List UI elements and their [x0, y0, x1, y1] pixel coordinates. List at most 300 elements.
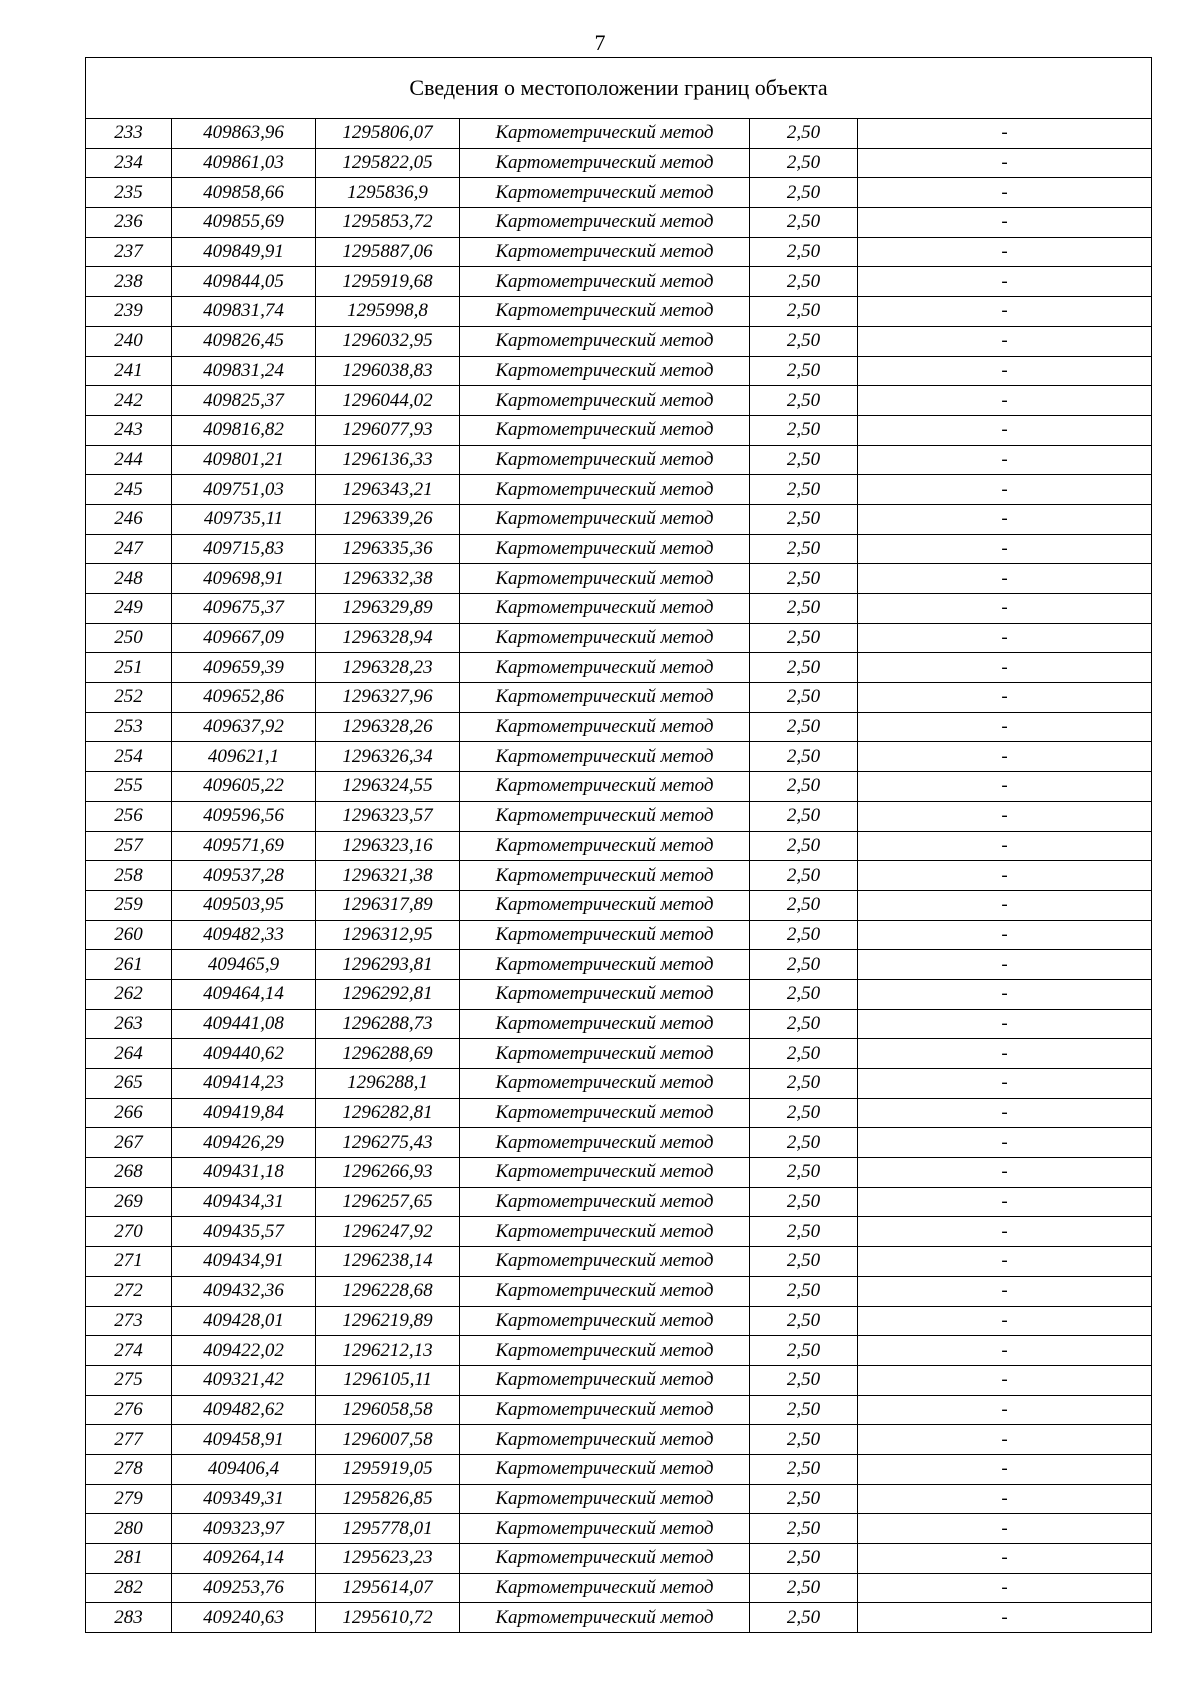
- method-cell: Картометрический метод: [460, 979, 750, 1009]
- description-cell: -: [858, 742, 1152, 772]
- description-cell: -: [858, 1069, 1152, 1099]
- y-coordinate-cell: 1296317,89: [316, 890, 460, 920]
- method-cell: Картометрический метод: [460, 564, 750, 594]
- accuracy-cell: 2,50: [750, 1544, 858, 1574]
- method-cell: Картометрический метод: [460, 178, 750, 208]
- point-number-cell: 248: [86, 564, 172, 594]
- table-row: [86, 564, 1152, 594]
- x-coordinate-cell: 409441,08: [172, 1009, 316, 1039]
- accuracy-cell: 2,50: [750, 208, 858, 238]
- description-cell: -: [858, 237, 1152, 267]
- method-cell: Картометрический метод: [460, 326, 750, 356]
- table-row: [86, 683, 1152, 713]
- point-number-cell: 235: [86, 178, 172, 208]
- accuracy-cell: 2,50: [750, 534, 858, 564]
- point-number-cell: 256: [86, 801, 172, 831]
- point-number-cell: 244: [86, 445, 172, 475]
- accuracy-cell: 2,50: [750, 712, 858, 742]
- method-cell: Картометрический метод: [460, 920, 750, 950]
- accuracy-cell: 2,50: [750, 1454, 858, 1484]
- y-coordinate-cell: 1296323,16: [316, 831, 460, 861]
- method-cell: Картометрический метод: [460, 861, 750, 891]
- description-cell: -: [858, 1514, 1152, 1544]
- point-number-cell: 276: [86, 1395, 172, 1425]
- point-number-cell: 265: [86, 1069, 172, 1099]
- table-row: [86, 504, 1152, 534]
- accuracy-cell: 2,50: [750, 564, 858, 594]
- y-coordinate-cell: 1295822,05: [316, 148, 460, 178]
- point-number-cell: 272: [86, 1276, 172, 1306]
- description-cell: -: [858, 890, 1152, 920]
- description-cell: -: [858, 1128, 1152, 1158]
- x-coordinate-cell: 409253,76: [172, 1573, 316, 1603]
- x-coordinate-cell: 409482,33: [172, 920, 316, 950]
- y-coordinate-cell: 1296238,14: [316, 1247, 460, 1277]
- accuracy-cell: 2,50: [750, 1484, 858, 1514]
- description-cell: -: [858, 1306, 1152, 1336]
- description-cell: -: [858, 1098, 1152, 1128]
- accuracy-cell: 2,50: [750, 1573, 858, 1603]
- table-row: [86, 979, 1152, 1009]
- table-row: [86, 920, 1152, 950]
- method-cell: Картометрический метод: [460, 1395, 750, 1425]
- table-row: [86, 356, 1152, 386]
- page-number: 7: [594, 30, 606, 55]
- y-coordinate-cell: 1296293,81: [316, 950, 460, 980]
- point-number-cell: 233: [86, 119, 172, 149]
- accuracy-cell: 2,50: [750, 386, 858, 416]
- accuracy-cell: 2,50: [750, 1336, 858, 1366]
- point-number-cell: 247: [86, 534, 172, 564]
- accuracy-cell: 2,50: [750, 683, 858, 713]
- point-number-cell: 234: [86, 148, 172, 178]
- method-cell: Картометрический метод: [460, 1514, 750, 1544]
- table-row: [86, 801, 1152, 831]
- accuracy-cell: 2,50: [750, 623, 858, 653]
- point-number-cell: 279: [86, 1484, 172, 1514]
- description-cell: -: [858, 1158, 1152, 1188]
- accuracy-cell: 2,50: [750, 415, 858, 445]
- x-coordinate-cell: 409323,97: [172, 1514, 316, 1544]
- point-number-cell: 268: [86, 1158, 172, 1188]
- y-coordinate-cell: 1296257,65: [316, 1187, 460, 1217]
- description-cell: -: [858, 297, 1152, 327]
- x-coordinate-cell: 409858,66: [172, 178, 316, 208]
- description-cell: -: [858, 772, 1152, 802]
- method-cell: Картометрический метод: [460, 356, 750, 386]
- table-row: [86, 653, 1152, 683]
- y-coordinate-cell: 1296326,34: [316, 742, 460, 772]
- table-row: [86, 415, 1152, 445]
- description-cell: -: [858, 594, 1152, 624]
- description-cell: -: [858, 356, 1152, 386]
- accuracy-cell: 2,50: [750, 237, 858, 267]
- x-coordinate-cell: 409414,23: [172, 1069, 316, 1099]
- x-coordinate-cell: 409465,9: [172, 950, 316, 980]
- description-cell: -: [858, 267, 1152, 297]
- x-coordinate-cell: 409675,37: [172, 594, 316, 624]
- y-coordinate-cell: 1295919,05: [316, 1454, 460, 1484]
- x-coordinate-cell: 409861,03: [172, 148, 316, 178]
- method-cell: Картометрический метод: [460, 1187, 750, 1217]
- x-coordinate-cell: 409464,14: [172, 979, 316, 1009]
- y-coordinate-cell: 1296219,89: [316, 1306, 460, 1336]
- y-coordinate-cell: 1296327,96: [316, 683, 460, 713]
- accuracy-cell: 2,50: [750, 1395, 858, 1425]
- table-row: [86, 831, 1152, 861]
- method-cell: Картометрический метод: [460, 297, 750, 327]
- y-coordinate-cell: 1296312,95: [316, 920, 460, 950]
- y-coordinate-cell: 1296288,73: [316, 1009, 460, 1039]
- x-coordinate-cell: 409426,29: [172, 1128, 316, 1158]
- description-cell: -: [858, 119, 1152, 149]
- point-number-cell: 281: [86, 1544, 172, 1574]
- table-row: [86, 623, 1152, 653]
- y-coordinate-cell: 1296058,58: [316, 1395, 460, 1425]
- description-cell: -: [858, 178, 1152, 208]
- table-row: [86, 1128, 1152, 1158]
- table-row: [86, 1039, 1152, 1069]
- description-cell: -: [858, 683, 1152, 713]
- point-number-cell: 277: [86, 1425, 172, 1455]
- point-number-cell: 236: [86, 208, 172, 238]
- description-cell: -: [858, 1603, 1152, 1633]
- y-coordinate-cell: 1296323,57: [316, 801, 460, 831]
- table-row: [86, 1603, 1152, 1633]
- table-row: [86, 861, 1152, 891]
- point-number-cell: 260: [86, 920, 172, 950]
- point-number-cell: 270: [86, 1217, 172, 1247]
- point-number-cell: 273: [86, 1306, 172, 1336]
- y-coordinate-cell: 1296136,33: [316, 445, 460, 475]
- method-cell: Картометрический метод: [460, 712, 750, 742]
- accuracy-cell: 2,50: [750, 178, 858, 208]
- method-cell: Картометрический метод: [460, 1425, 750, 1455]
- description-cell: -: [858, 979, 1152, 1009]
- description-cell: -: [858, 653, 1152, 683]
- table-row: [86, 1098, 1152, 1128]
- table-row: [86, 1187, 1152, 1217]
- description-cell: -: [858, 831, 1152, 861]
- accuracy-cell: 2,50: [750, 1514, 858, 1544]
- description-cell: -: [858, 1573, 1152, 1603]
- method-cell: Картометрический метод: [460, 1217, 750, 1247]
- description-cell: -: [858, 1217, 1152, 1247]
- y-coordinate-cell: 1296007,58: [316, 1425, 460, 1455]
- y-coordinate-cell: 1296343,21: [316, 475, 460, 505]
- y-coordinate-cell: 1296328,23: [316, 653, 460, 683]
- method-cell: Картометрический метод: [460, 1098, 750, 1128]
- method-cell: Картометрический метод: [460, 237, 750, 267]
- description-cell: -: [858, 564, 1152, 594]
- x-coordinate-cell: 409855,69: [172, 208, 316, 238]
- description-cell: -: [858, 1454, 1152, 1484]
- x-coordinate-cell: 409844,05: [172, 267, 316, 297]
- accuracy-cell: 2,50: [750, 445, 858, 475]
- y-coordinate-cell: 1296321,38: [316, 861, 460, 891]
- point-number-cell: 245: [86, 475, 172, 505]
- description-cell: -: [858, 801, 1152, 831]
- method-cell: Картометрический метод: [460, 1009, 750, 1039]
- table-row: [86, 1069, 1152, 1099]
- point-number-cell: 271: [86, 1247, 172, 1277]
- boundary-coordinates-table: [85, 57, 1152, 1633]
- y-coordinate-cell: 1296105,11: [316, 1365, 460, 1395]
- y-coordinate-cell: 1296282,81: [316, 1098, 460, 1128]
- y-coordinate-cell: 1295826,85: [316, 1484, 460, 1514]
- description-cell: -: [858, 1544, 1152, 1574]
- accuracy-cell: 2,50: [750, 1247, 858, 1277]
- table-row: [86, 1217, 1152, 1247]
- y-coordinate-cell: 1296328,26: [316, 712, 460, 742]
- accuracy-cell: 2,50: [750, 326, 858, 356]
- x-coordinate-cell: 409831,74: [172, 297, 316, 327]
- x-coordinate-cell: 409863,96: [172, 119, 316, 149]
- table-row: [86, 1514, 1152, 1544]
- accuracy-cell: 2,50: [750, 890, 858, 920]
- point-number-cell: 275: [86, 1365, 172, 1395]
- x-coordinate-cell: 409698,91: [172, 564, 316, 594]
- table-row: [86, 475, 1152, 505]
- method-cell: Картометрический метод: [460, 208, 750, 238]
- table-row: [86, 594, 1152, 624]
- table-row: [86, 1158, 1152, 1188]
- description-cell: -: [858, 534, 1152, 564]
- method-cell: Картометрический метод: [460, 1454, 750, 1484]
- point-number-cell: 251: [86, 653, 172, 683]
- accuracy-cell: 2,50: [750, 1009, 858, 1039]
- y-coordinate-cell: 1296292,81: [316, 979, 460, 1009]
- y-coordinate-cell: 1296044,02: [316, 386, 460, 416]
- point-number-cell: 263: [86, 1009, 172, 1039]
- x-coordinate-cell: 409825,37: [172, 386, 316, 416]
- point-number-cell: 282: [86, 1573, 172, 1603]
- method-cell: Картометрический метод: [460, 1276, 750, 1306]
- table-row: [86, 445, 1152, 475]
- point-number-cell: 258: [86, 861, 172, 891]
- y-coordinate-cell: 1295836,9: [316, 178, 460, 208]
- accuracy-cell: 2,50: [750, 801, 858, 831]
- table-row: [86, 1306, 1152, 1336]
- table-row: [86, 119, 1152, 149]
- accuracy-cell: 2,50: [750, 297, 858, 327]
- x-coordinate-cell: 409432,36: [172, 1276, 316, 1306]
- table-row: [86, 742, 1152, 772]
- method-cell: Картометрический метод: [460, 386, 750, 416]
- method-cell: Картометрический метод: [460, 623, 750, 653]
- accuracy-cell: 2,50: [750, 1306, 858, 1336]
- x-coordinate-cell: 409440,62: [172, 1039, 316, 1069]
- accuracy-cell: 2,50: [750, 920, 858, 950]
- accuracy-cell: 2,50: [750, 1098, 858, 1128]
- point-number-cell: 246: [86, 504, 172, 534]
- table-row: [86, 208, 1152, 238]
- method-cell: Картометрический метод: [460, 415, 750, 445]
- x-coordinate-cell: 409537,28: [172, 861, 316, 891]
- description-cell: -: [858, 861, 1152, 891]
- y-coordinate-cell: 1296275,43: [316, 1128, 460, 1158]
- method-cell: Картометрический метод: [460, 267, 750, 297]
- accuracy-cell: 2,50: [750, 950, 858, 980]
- method-cell: Картометрический метод: [460, 1603, 750, 1633]
- point-number-cell: 262: [86, 979, 172, 1009]
- point-number-cell: 278: [86, 1454, 172, 1484]
- point-number-cell: 237: [86, 237, 172, 267]
- table-row: [86, 1365, 1152, 1395]
- description-cell: -: [858, 1365, 1152, 1395]
- x-coordinate-cell: 409434,91: [172, 1247, 316, 1277]
- point-number-cell: 261: [86, 950, 172, 980]
- x-coordinate-cell: 409503,95: [172, 890, 316, 920]
- accuracy-cell: 2,50: [750, 504, 858, 534]
- y-coordinate-cell: 1295623,23: [316, 1544, 460, 1574]
- point-number-cell: 254: [86, 742, 172, 772]
- description-cell: -: [858, 1336, 1152, 1366]
- table-row: [86, 1395, 1152, 1425]
- accuracy-cell: 2,50: [750, 742, 858, 772]
- x-coordinate-cell: 409321,42: [172, 1365, 316, 1395]
- y-coordinate-cell: 1296335,36: [316, 534, 460, 564]
- x-coordinate-cell: 409596,56: [172, 801, 316, 831]
- y-coordinate-cell: 1295919,68: [316, 267, 460, 297]
- accuracy-cell: 2,50: [750, 1425, 858, 1455]
- table-body: [86, 58, 1152, 1633]
- method-cell: Картометрический метод: [460, 1039, 750, 1069]
- y-coordinate-cell: 1296032,95: [316, 326, 460, 356]
- point-number-cell: 264: [86, 1039, 172, 1069]
- x-coordinate-cell: 409849,91: [172, 237, 316, 267]
- point-number-cell: 267: [86, 1128, 172, 1158]
- x-coordinate-cell: 409667,09: [172, 623, 316, 653]
- y-coordinate-cell: 1296266,93: [316, 1158, 460, 1188]
- table-row: [86, 148, 1152, 178]
- description-cell: -: [858, 475, 1152, 505]
- method-cell: Картометрический метод: [460, 475, 750, 505]
- y-coordinate-cell: 1296324,55: [316, 772, 460, 802]
- y-coordinate-cell: 1296288,69: [316, 1039, 460, 1069]
- point-number-cell: 283: [86, 1603, 172, 1633]
- description-cell: -: [858, 1247, 1152, 1277]
- description-cell: -: [858, 1425, 1152, 1455]
- accuracy-cell: 2,50: [750, 267, 858, 297]
- y-coordinate-cell: 1295853,72: [316, 208, 460, 238]
- description-cell: -: [858, 386, 1152, 416]
- table-row: [86, 772, 1152, 802]
- accuracy-cell: 2,50: [750, 1128, 858, 1158]
- x-coordinate-cell: 409831,24: [172, 356, 316, 386]
- description-cell: -: [858, 415, 1152, 445]
- y-coordinate-cell: 1296328,94: [316, 623, 460, 653]
- accuracy-cell: 2,50: [750, 594, 858, 624]
- x-coordinate-cell: 409419,84: [172, 1098, 316, 1128]
- x-coordinate-cell: 409240,63: [172, 1603, 316, 1633]
- point-number-cell: 266: [86, 1098, 172, 1128]
- y-coordinate-cell: 1296247,92: [316, 1217, 460, 1247]
- method-cell: Картометрический метод: [460, 772, 750, 802]
- accuracy-cell: 2,50: [750, 1217, 858, 1247]
- x-coordinate-cell: 409621,1: [172, 742, 316, 772]
- point-number-cell: 240: [86, 326, 172, 356]
- x-coordinate-cell: 409652,86: [172, 683, 316, 713]
- y-coordinate-cell: 1296228,68: [316, 1276, 460, 1306]
- description-cell: -: [858, 208, 1152, 238]
- point-number-cell: 250: [86, 623, 172, 653]
- method-cell: Картометрический метод: [460, 831, 750, 861]
- x-coordinate-cell: 409801,21: [172, 445, 316, 475]
- x-coordinate-cell: 409482,62: [172, 1395, 316, 1425]
- description-cell: -: [858, 504, 1152, 534]
- table-row: [86, 297, 1152, 327]
- description-cell: -: [858, 1484, 1152, 1514]
- description-cell: -: [858, 1187, 1152, 1217]
- method-cell: Картометрический метод: [460, 534, 750, 564]
- y-coordinate-cell: 1295778,01: [316, 1514, 460, 1544]
- point-number-cell: 269: [86, 1187, 172, 1217]
- accuracy-cell: 2,50: [750, 356, 858, 386]
- table-row: [86, 386, 1152, 416]
- x-coordinate-cell: 409349,31: [172, 1484, 316, 1514]
- table-row: [86, 267, 1152, 297]
- table-row: [86, 1425, 1152, 1455]
- x-coordinate-cell: 409458,91: [172, 1425, 316, 1455]
- y-coordinate-cell: 1295614,07: [316, 1573, 460, 1603]
- description-cell: -: [858, 712, 1152, 742]
- x-coordinate-cell: 409605,22: [172, 772, 316, 802]
- table-row: [86, 950, 1152, 980]
- x-coordinate-cell: 409735,11: [172, 504, 316, 534]
- table-row: [86, 1484, 1152, 1514]
- method-cell: Картометрический метод: [460, 119, 750, 149]
- x-coordinate-cell: 409434,31: [172, 1187, 316, 1217]
- description-cell: -: [858, 1009, 1152, 1039]
- table-row: [86, 1276, 1152, 1306]
- x-coordinate-cell: 409435,57: [172, 1217, 316, 1247]
- accuracy-cell: 2,50: [750, 1187, 858, 1217]
- method-cell: Картометрический метод: [460, 653, 750, 683]
- point-number-cell: 257: [86, 831, 172, 861]
- method-cell: Картометрический метод: [460, 1247, 750, 1277]
- method-cell: Картометрический метод: [460, 742, 750, 772]
- table-row: [86, 890, 1152, 920]
- point-number-cell: 280: [86, 1514, 172, 1544]
- point-number-cell: 259: [86, 890, 172, 920]
- description-cell: -: [858, 148, 1152, 178]
- y-coordinate-cell: 1295610,72: [316, 1603, 460, 1633]
- table-row: [86, 1247, 1152, 1277]
- method-cell: Картометрический метод: [460, 801, 750, 831]
- method-cell: Картометрический метод: [460, 1365, 750, 1395]
- method-cell: Картометрический метод: [460, 950, 750, 980]
- description-cell: -: [858, 920, 1152, 950]
- x-coordinate-cell: 409659,39: [172, 653, 316, 683]
- method-cell: Картометрический метод: [460, 683, 750, 713]
- method-cell: Картометрический метод: [460, 1336, 750, 1366]
- description-cell: -: [858, 950, 1152, 980]
- x-coordinate-cell: 409715,83: [172, 534, 316, 564]
- method-cell: Картометрический метод: [460, 890, 750, 920]
- point-number-cell: 253: [86, 712, 172, 742]
- table-row: [86, 1336, 1152, 1366]
- point-number-cell: 243: [86, 415, 172, 445]
- point-number-cell: 239: [86, 297, 172, 327]
- table-row: [86, 712, 1152, 742]
- accuracy-cell: 2,50: [750, 148, 858, 178]
- y-coordinate-cell: 1295806,07: [316, 119, 460, 149]
- x-coordinate-cell: 409431,18: [172, 1158, 316, 1188]
- x-coordinate-cell: 409826,45: [172, 326, 316, 356]
- method-cell: Картометрический метод: [460, 594, 750, 624]
- method-cell: Картометрический метод: [460, 1069, 750, 1099]
